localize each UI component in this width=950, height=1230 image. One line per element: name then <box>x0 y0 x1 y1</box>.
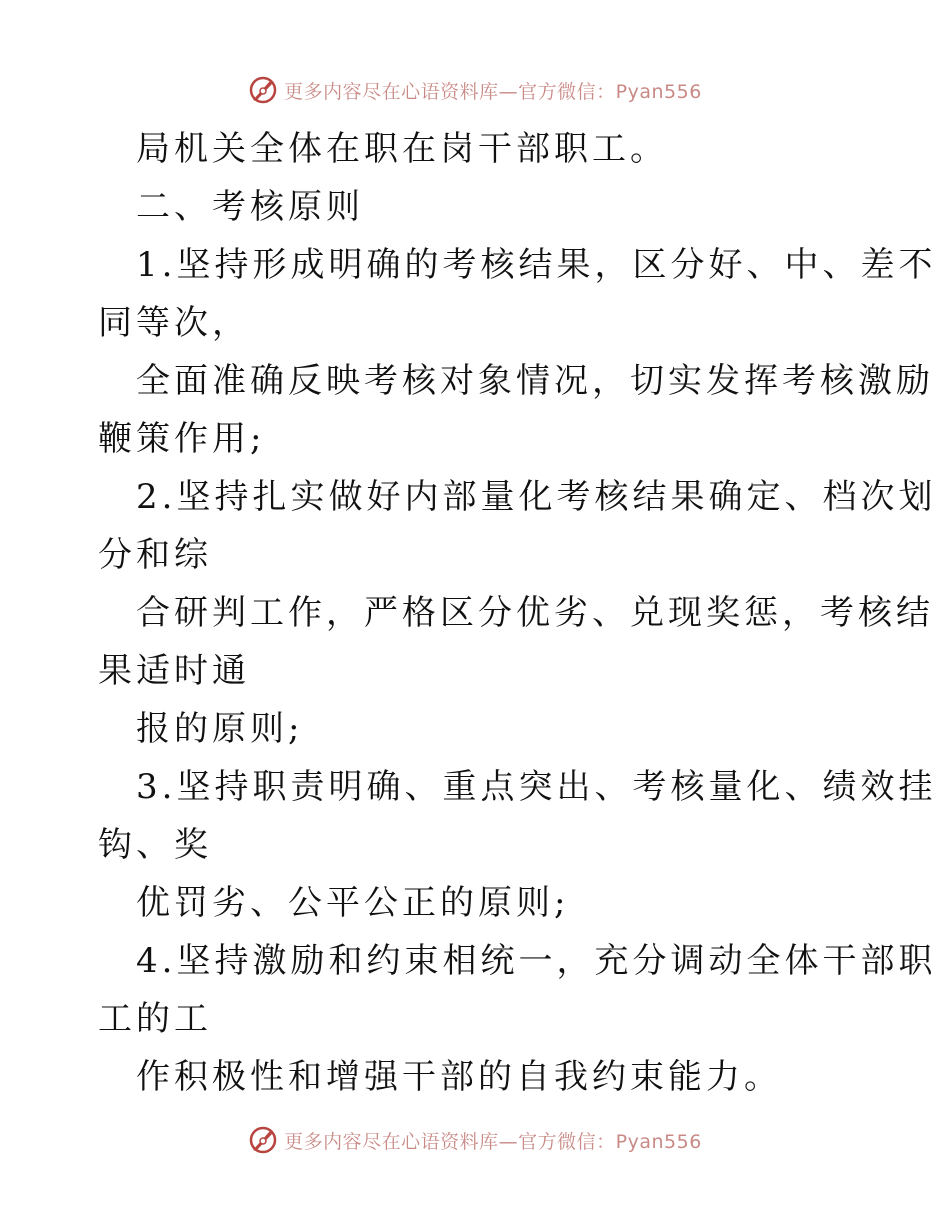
body-line: 分和综 <box>98 535 212 575</box>
body-line: 鞭策作用; <box>98 419 266 459</box>
quill-logo-icon <box>248 75 278 105</box>
document-body <box>98 120 937 1106</box>
body-line: 果适时通 <box>98 651 250 691</box>
body-line: 报的原则; <box>136 709 304 749</box>
watermark-text: 更多内容尽在心语资料库—官方微信：Pyan556 <box>284 80 702 103</box>
body-line: 作积极性和增强干部的自我约束能力。 <box>136 1057 782 1097</box>
body-line: 4.坚持激励和约束相统一，充分调动全体干部职 <box>136 941 937 981</box>
body-line: 全面准确反映考核对象情况，切实发挥考核激励 <box>136 361 934 401</box>
body-line: 局机关全体在职在岗干部职工。 <box>136 129 668 169</box>
body-line: 工的工 <box>98 999 212 1039</box>
body-line: 2.坚持扎实做好内部量化考核结果确定、档次划 <box>136 477 937 517</box>
body-line: 钩、奖 <box>98 825 212 865</box>
watermark-text: 更多内容尽在心语资料库—官方微信：Pyan556 <box>284 1130 702 1153</box>
quill-logo-icon <box>248 1125 278 1155</box>
body-line: 合研判工作，严格区分优劣、兑现奖惩，考核结 <box>136 593 934 633</box>
section-heading: 二、考核原则 <box>136 187 364 227</box>
body-line: 3.坚持职责明确、重点突出、考核量化、绩效挂 <box>136 767 937 807</box>
footer-watermark-banner <box>0 1120 950 1160</box>
body-line: 同等次， <box>98 303 250 343</box>
header-watermark-banner <box>0 70 950 110</box>
body-line: 1.坚持形成明确的考核结果，区分好、中、差不 <box>136 245 937 285</box>
body-line: 优罚劣、公平公正的原则; <box>136 883 570 923</box>
